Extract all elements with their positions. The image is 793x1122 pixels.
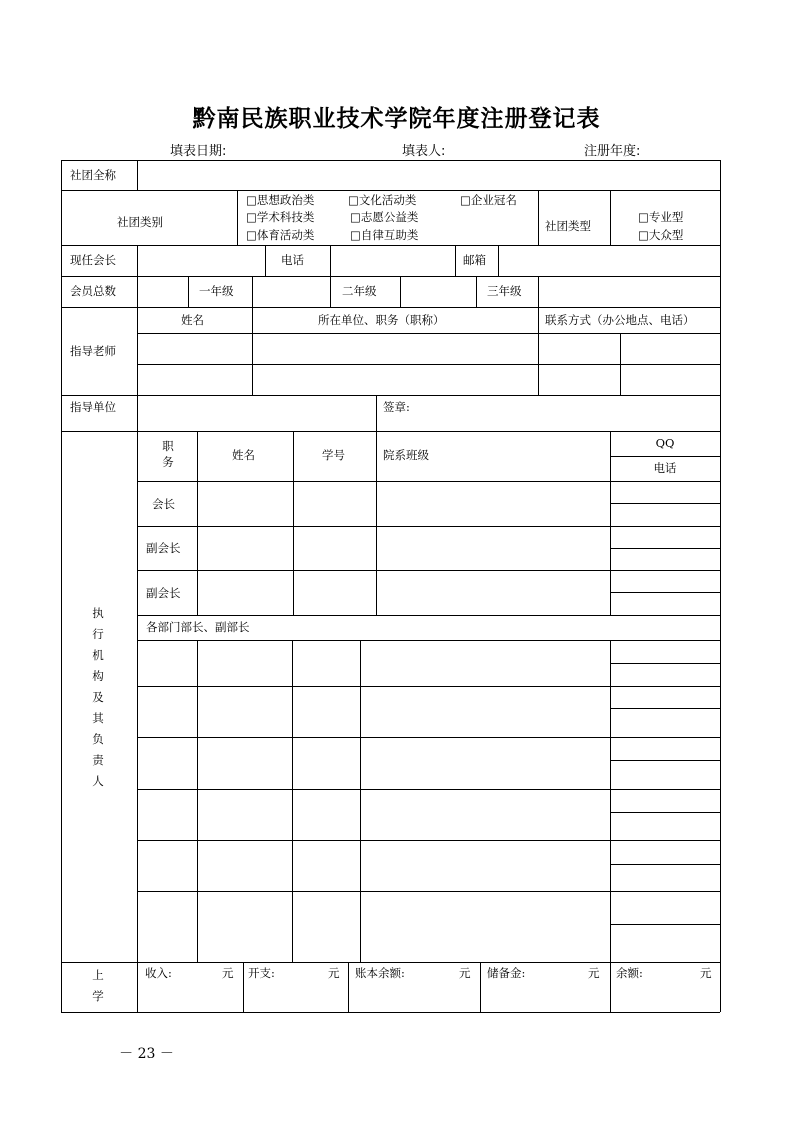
page-number: － 23 － <box>119 1046 174 1062</box>
category-option-politics[interactable]: □思想政治类 <box>246 193 315 207</box>
exec-position-header: 职务 <box>162 439 174 469</box>
expense-unit: 元 <box>328 966 340 980</box>
income-label: 收入: <box>145 966 172 980</box>
seal-label: 签章: <box>383 400 410 414</box>
col-line <box>188 276 189 307</box>
col-line <box>360 640 361 962</box>
book-balance-unit: 元 <box>459 966 471 980</box>
row-line <box>610 760 720 761</box>
row-line <box>610 663 720 664</box>
table-border-top <box>61 160 720 161</box>
col-line <box>498 245 499 276</box>
club-name-label: 社团全称 <box>70 168 116 182</box>
form-title: 黔南民族职业技术学院年度注册登记表 <box>192 105 601 132</box>
col-line <box>610 640 611 962</box>
registration-year-label: 注册年度: <box>584 144 641 159</box>
grade-2-label: 二年级 <box>342 284 377 298</box>
balance-label: 余额: <box>616 966 643 980</box>
row-line <box>137 364 720 365</box>
dept-heads-label: 各部门部长、副部长 <box>146 620 250 634</box>
row-line <box>137 481 720 482</box>
row-line <box>610 812 720 813</box>
col-line <box>197 431 198 615</box>
col-line <box>293 431 294 615</box>
row-line <box>610 592 720 593</box>
type-option-general[interactable]: □大众型 <box>638 228 684 242</box>
col-line <box>400 276 401 307</box>
category-option-sports[interactable]: □体育活动类 <box>246 228 315 242</box>
col-line <box>137 395 138 431</box>
exec-phone-header: 电话 <box>653 461 677 475</box>
col-line <box>476 276 477 307</box>
finance-section-label: 上学 <box>92 968 104 1003</box>
row-line <box>137 686 720 687</box>
expense-label: 开支: <box>248 966 275 980</box>
phone-label: 电话 <box>281 253 304 267</box>
table-border-bottom <box>61 1012 720 1013</box>
col-line <box>137 431 138 962</box>
grade-3-label: 三年级 <box>487 284 522 298</box>
row-line <box>137 333 720 334</box>
col-line <box>237 190 238 245</box>
row-line <box>137 640 720 641</box>
book-balance-label: 账本余额: <box>355 966 405 980</box>
exec-qq-header: QQ <box>655 436 675 450</box>
col-line <box>538 276 539 307</box>
row-line <box>137 789 720 790</box>
email-label: 邮箱 <box>463 253 486 267</box>
club-type-label: 社团类型 <box>545 219 591 233</box>
row-line <box>610 924 720 925</box>
col-line <box>197 640 198 962</box>
balance-unit: 元 <box>700 966 712 980</box>
col-line <box>348 962 349 1012</box>
row-line <box>61 962 720 963</box>
col-line <box>538 190 539 245</box>
row-line <box>610 548 720 549</box>
col-line <box>610 962 611 1012</box>
col-line <box>265 245 266 276</box>
col-line <box>455 245 456 276</box>
category-label: 社团类别 <box>117 215 163 229</box>
fill-date-label: 填表日期: <box>170 144 227 159</box>
row-line <box>61 190 720 191</box>
exec-department-header: 院系班级 <box>383 448 429 462</box>
row-line <box>61 276 720 277</box>
type-option-professional[interactable]: □专业型 <box>638 210 684 224</box>
col-line <box>137 245 138 276</box>
category-option-mutual-aid[interactable]: □自律互助类 <box>350 228 419 242</box>
category-option-academic[interactable]: □学术科技类 <box>246 210 315 224</box>
col-line <box>610 431 611 615</box>
reserve-unit: 元 <box>588 966 600 980</box>
row-line <box>137 891 720 892</box>
row-line <box>610 503 720 504</box>
income-unit: 元 <box>222 966 234 980</box>
category-option-volunteer[interactable]: □志愿公益类 <box>350 210 419 224</box>
reserve-label: 储备金: <box>487 966 526 980</box>
exec-section-label: 执行机构及其负责人 <box>92 606 104 788</box>
col-line <box>376 431 377 615</box>
guide-unit-label: 指导单位 <box>70 400 116 414</box>
row-line <box>610 864 720 865</box>
row-line <box>137 615 720 616</box>
exec-name-header: 姓名 <box>232 448 255 462</box>
col-line <box>137 962 138 1012</box>
member-total-label: 会员总数 <box>70 284 116 298</box>
col-line <box>330 245 331 276</box>
advisor-unit-header: 所在单位、职务（职称） <box>318 313 445 327</box>
table-border-right <box>720 160 721 1012</box>
col-line <box>376 395 377 431</box>
row-line <box>137 737 720 738</box>
advisor-name-header: 姓名 <box>181 313 204 327</box>
advisor-contact-header: 联系方式（办公地点、电话） <box>545 313 695 327</box>
category-option-culture[interactable]: □文化活动类 <box>348 193 417 207</box>
row-line <box>137 840 720 841</box>
role-vice-president: 副会长 <box>146 586 181 600</box>
row-line <box>610 456 720 457</box>
col-line <box>538 307 539 395</box>
col-line <box>252 276 253 307</box>
category-option-enterprise[interactable]: □企业冠名 <box>460 193 517 207</box>
col-line <box>137 160 138 190</box>
col-line <box>243 962 244 1012</box>
table-border-left <box>61 160 62 1012</box>
grade-1-label: 一年级 <box>199 284 234 298</box>
president-label: 现任会长 <box>70 253 116 267</box>
role-president: 会长 <box>152 497 175 511</box>
exec-student-id-header: 学号 <box>322 448 345 462</box>
col-line <box>137 276 138 307</box>
col-line <box>610 190 611 245</box>
row-line <box>61 431 720 432</box>
filler-label: 填表人: <box>402 144 446 159</box>
row-line <box>61 307 720 308</box>
row-line <box>61 395 720 396</box>
row-line <box>137 526 720 527</box>
advisor-label: 指导老师 <box>70 344 116 358</box>
col-line <box>480 962 481 1012</box>
col-line <box>137 307 138 395</box>
row-line <box>137 570 720 571</box>
col-line <box>292 640 293 962</box>
role-vice-president: 副会长 <box>146 541 181 555</box>
col-line <box>330 276 331 307</box>
col-line <box>252 307 253 395</box>
row-line <box>610 708 720 709</box>
row-line <box>61 245 720 246</box>
